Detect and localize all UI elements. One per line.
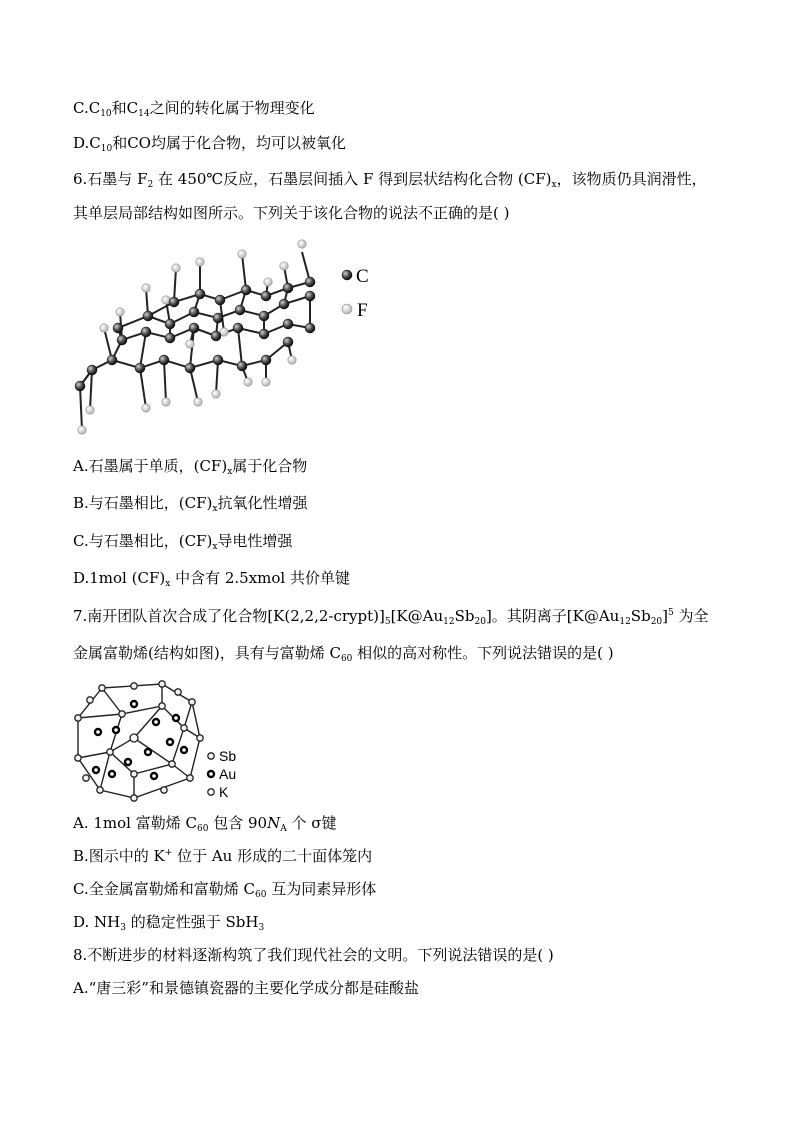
legend-carbon-label: C: [356, 266, 369, 287]
q6-option-c: C.与石墨相比，$(CF)_x$导电性增强: [73, 532, 293, 552]
q7-option-c: C.全金属富勒烯和富勒烯 $C_{60}$ 互为同素异形体: [73, 880, 377, 900]
q8-stem: 8.不断进步的材料逐渐构筑了我们现代社会的文明。下列说法错误的是( ): [73, 946, 554, 964]
q7-option-b: B.图示中的 K+ 位于 Au 形成的二十面体笼内: [73, 847, 373, 865]
q8-option-a: A.“唐三彩”和景德镇瓷器的主要化学成分都是硅酸盐: [73, 979, 419, 997]
q6-stem-line1: 6.石墨与 $F_2$ 在 450℃反应，石墨层间插入 F 得到层状结构化合物 $(CF)_x$，该物质仍具润滑性，: [73, 170, 707, 190]
legend-sb-dot: [208, 753, 214, 759]
cf-layer-figure: [70, 232, 390, 442]
cage-bonds: [78, 684, 200, 798]
q5-option-d: $D.C_{10}$和CO均属于化合物，均可以被氧化: [73, 134, 346, 154]
legend-fluorine-label: F: [357, 300, 368, 321]
legend-sb-label: Sb: [219, 748, 237, 764]
q7-stem-line1: 7.南开团队首次合成了化合物$[K(2,2,2-crypt)]_5[K@Au_{12}Sb_{20}]$。其阴离子$[K@Au_{12}Sb_{20}]^5$ 为全: [73, 607, 709, 627]
q6-stem-line2: 其单层局部结构如图所示。下列关于该化合物的说法不正确的是( ): [73, 204, 510, 222]
q6-option-a: A.石墨属于单质，$(CF)_x$属于化合物: [73, 457, 308, 477]
k-atom: [130, 734, 138, 742]
q6-option-d: D.1mol $(CF)_x$ 中含有 2.5xmol 共价单键: [73, 569, 350, 589]
au-sb-fullerene-figure: [72, 678, 252, 808]
q7-option-d: D. $NH_3$ 的稳定性强于 SbH$_3$: [73, 913, 265, 933]
legend-fluorine-dot: [342, 304, 352, 314]
legend-carbon-dot: [342, 270, 352, 280]
legend-k-dot: [208, 789, 214, 795]
q7-stem-line2: 金属富勒烯(结构如图)，具有与富勒烯 $C_{60}$ 相似的高对称性。下列说法错误的是( ): [73, 644, 614, 664]
q6-option-b: B.与石墨相比，$(CF)_x$抗氧化性增强: [73, 494, 308, 514]
q7-option-a: A. 1mol 富勒烯 $C_{60}$ 包含 $90N_A$ 个 σ键: [73, 814, 337, 834]
q5-option-c: $C.C_{10}$和$C_{14}$之间的转化属于物理变化: [73, 99, 315, 119]
legend-au-dot: [208, 771, 214, 777]
legend-au-label: Au: [219, 766, 237, 782]
carbon-atoms: [75, 277, 315, 391]
legend-k-label: K: [219, 784, 229, 800]
